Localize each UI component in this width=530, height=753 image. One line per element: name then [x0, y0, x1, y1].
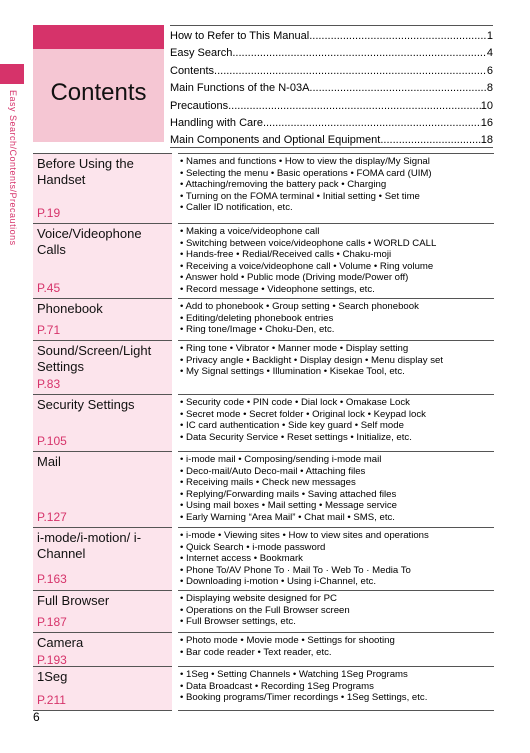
category-item-line: • Booking programs/Timer recordings • 1Seg Settings, etc.: [180, 692, 428, 704]
category-row: [33, 666, 494, 710]
category-item-line: • Record message • Videophone settings, etc.: [180, 283, 375, 295]
category-title: Voice/Videophone Calls: [37, 226, 142, 257]
category-item-line: • Ring tone • Vibrator • Manner mode • Display setting: [180, 343, 409, 354]
category-page-ref[interactable]: P.71: [37, 323, 61, 337]
category-page-ref[interactable]: P.45: [37, 281, 61, 295]
category-heading-cell: [33, 528, 175, 591]
category-item-line: • Security code • PIN code • Dial lock • Omakase Lock: [180, 397, 410, 408]
category-heading-cell: [33, 395, 175, 452]
category-item-line: • Early Warning “Area Mail” • Chat mail • SMS, etc.: [180, 511, 395, 523]
category-item-line: • Deco-mail/Auto Deco-mail • Attaching files: [180, 465, 366, 477]
category-heading-cell: [33, 632, 175, 666]
toc-list: [170, 28, 493, 150]
category-item-line: • Answer hold • Public mode (Driving mode/Power off): [180, 272, 409, 284]
category-page-ref[interactable]: P.187: [37, 614, 67, 629]
category-row: [33, 299, 494, 341]
category-title: Mail: [37, 454, 61, 469]
category-item-line: • Switching between voice/videophone calls • WORLD CALL: [180, 237, 437, 249]
category-row: [33, 224, 494, 299]
category-row: [33, 452, 494, 528]
category-table: [33, 153, 494, 711]
category-heading-cell: [33, 452, 175, 528]
toc-entry-title: Precautions: [170, 99, 229, 112]
category-items-cell: [175, 666, 494, 710]
category-item-line: • Full Browser settings, etc.: [180, 616, 296, 628]
category-item-line: • Photo mode • Movie mode • Settings for shooting: [180, 634, 395, 646]
category-item-line: • Quick Search • i-mode password: [180, 541, 326, 553]
toc-entry-page: 18: [480, 134, 493, 147]
category-row: [33, 395, 494, 452]
category-item-line: • Internet access • Bookmark: [180, 553, 303, 565]
page-number: 6: [33, 710, 40, 724]
category-row: [33, 341, 494, 395]
category-item-line: • 1Seg • Setting Channels • Watching 1Seg Programs: [180, 668, 408, 680]
category-item-line: • Names and functions • How to view the display/My Signal: [180, 156, 430, 167]
toc-entry[interactable]: [170, 28, 493, 45]
category-title: Security Settings: [37, 397, 135, 412]
toc-entry[interactable]: [170, 45, 493, 62]
contents-header-band: [33, 25, 164, 49]
category-title: 1Seg: [37, 668, 68, 684]
toc-entry-title: Handling with Care: [170, 117, 263, 130]
category-item-line: • IC card authentication • Side key guard • Self mode: [180, 420, 404, 432]
category-item-line: • Downloading i-motion • Using i-Channel, etc.: [180, 576, 377, 588]
category-heading-cell: [33, 154, 175, 224]
category-heading-cell: [33, 299, 175, 341]
category-item-line: • Editing/deleting phonebook entries: [180, 312, 334, 324]
toc-entry-page: 16: [480, 117, 493, 130]
category-items-cell: [175, 395, 494, 452]
toc-entry[interactable]: [170, 80, 493, 97]
category-item-line: • Attaching/removing the battery pack • Charging: [180, 179, 387, 191]
category-items-cell: [175, 632, 494, 666]
toc-leader-dots: [309, 28, 487, 45]
toc-leader-dots: [263, 115, 481, 132]
toc-entry-title: Easy Search: [170, 47, 233, 60]
toc-entry-page: 1: [486, 30, 493, 42]
toc-entry-page: 6: [486, 64, 493, 77]
category-item-line: • Ring tone/Image • Choku-Den, etc.: [180, 324, 335, 336]
category-title: Phonebook: [37, 301, 103, 316]
category-items-cell: [175, 224, 494, 299]
category-item-line: • Secret mode • Secret folder • Original lock • Keypad lock: [180, 408, 426, 420]
category-items-cell: [175, 528, 494, 591]
contents-header-box: [33, 25, 164, 142]
toc-entry-title: Main Functions of the N-03A: [170, 82, 310, 95]
category-item-line: • Data Security Service • Reset settings • Initialize, etc.: [180, 431, 412, 443]
category-item-line: • Receiving a voice/videophone call • Volume • Ring volume: [180, 260, 434, 272]
category-item-line: • Operations on the Full Browser screen: [180, 604, 350, 616]
toc-entry-page: 8: [486, 82, 493, 95]
section-side-label: Easy Search/Contents/Precautions: [8, 90, 18, 246]
toc-bottom-rule: [170, 147, 493, 148]
category-page-ref[interactable]: P.19: [37, 206, 61, 220]
category-page-ref[interactable]: P.163: [37, 572, 67, 586]
category-item-line: • Phone To/AV Phone To · Mail To · Web To · Media To: [180, 564, 411, 576]
category-items-cell: [175, 590, 494, 632]
category-item-line: • Displaying website designed for PC: [180, 592, 337, 604]
toc-leader-dots: [309, 80, 486, 97]
category-page-ref[interactable]: P.211: [37, 692, 66, 707]
category-title: Before Using the Handset: [37, 156, 134, 187]
category-heading-cell: [33, 590, 175, 632]
category-item-line: • Caller ID notification, etc.: [180, 202, 293, 214]
category-title: Camera: [37, 634, 84, 650]
toc-leader-dots: [228, 98, 481, 115]
toc-entry[interactable]: [170, 98, 493, 115]
toc-entry-title: Main Components and Optional Equipment: [170, 134, 381, 147]
category-title: Full Browser: [37, 592, 110, 608]
category-heading-cell: [33, 341, 175, 395]
category-items-cell: [175, 452, 494, 528]
toc-entry-title: How to Refer to This Manual: [170, 30, 310, 42]
category-items-cell: [175, 299, 494, 341]
category-item-line: • i-mode mail • Composing/sending i-mode mail: [180, 454, 382, 465]
category-items-cell: [175, 341, 494, 395]
category-row: [33, 590, 494, 632]
toc-leader-dots: [232, 45, 487, 62]
category-item-line: • Using mail boxes • Mail setting • Message service: [180, 500, 397, 512]
category-item-line: • Making a voice/videophone call: [180, 226, 320, 237]
category-page-ref[interactable]: P.83: [37, 377, 61, 391]
category-item-line: • Bar code reader • Text reader, etc.: [180, 646, 332, 658]
contents-title: Contents: [50, 79, 147, 106]
category-items-cell: [175, 154, 494, 224]
category-row: [33, 154, 494, 224]
category-item-line: • Add to phonebook • Group setting • Search phonebook: [180, 301, 419, 312]
category-item-line: • Selecting the menu • Basic operations • FOMA card (UIM): [180, 167, 432, 179]
toc-entry-title: Contents: [170, 64, 215, 77]
section-tab-marker: [0, 64, 24, 84]
toc-leader-dots: [214, 63, 487, 80]
category-item-line: • Replying/Forwarding mails • Saving attached files: [180, 488, 397, 500]
category-title: i-mode/i-motion/ i-Channel: [37, 530, 142, 561]
category-item-line: • Privacy angle • Backlight • Display design • Menu display set: [180, 354, 443, 366]
toc-entry[interactable]: [170, 63, 493, 80]
category-page-ref[interactable]: P.193: [37, 652, 67, 667]
toc-entry[interactable]: [170, 115, 493, 132]
category-item-line: • i-mode • Viewing sites • How to view sites and operations: [180, 530, 429, 541]
category-item-line: • Data Broadcast • Recording 1Seg Programs: [180, 680, 374, 692]
category-item-line: • My Signal settings • Illumination • Kisekae Tool, etc.: [180, 366, 405, 378]
category-item-line: • Receiving mails • Check new messages: [180, 477, 356, 489]
category-row: [33, 528, 494, 591]
category-item-line: • Turning on the FOMA terminal • Initial setting • Set time: [180, 190, 420, 202]
category-page-ref[interactable]: P.105: [37, 434, 67, 448]
toc-entry-page: 4: [486, 47, 493, 60]
category-title: Sound/Screen/Light Settings: [37, 343, 152, 374]
category-item-line: • Hands-free • Redial/Received calls • Chaku-moji: [180, 249, 392, 261]
category-heading-cell: [33, 666, 175, 710]
category-page-ref[interactable]: P.127: [37, 510, 67, 524]
toc-top-rule: [170, 25, 493, 26]
toc-entry-page: 10: [480, 99, 493, 112]
category-row: [33, 632, 494, 666]
category-heading-cell: [33, 224, 175, 299]
